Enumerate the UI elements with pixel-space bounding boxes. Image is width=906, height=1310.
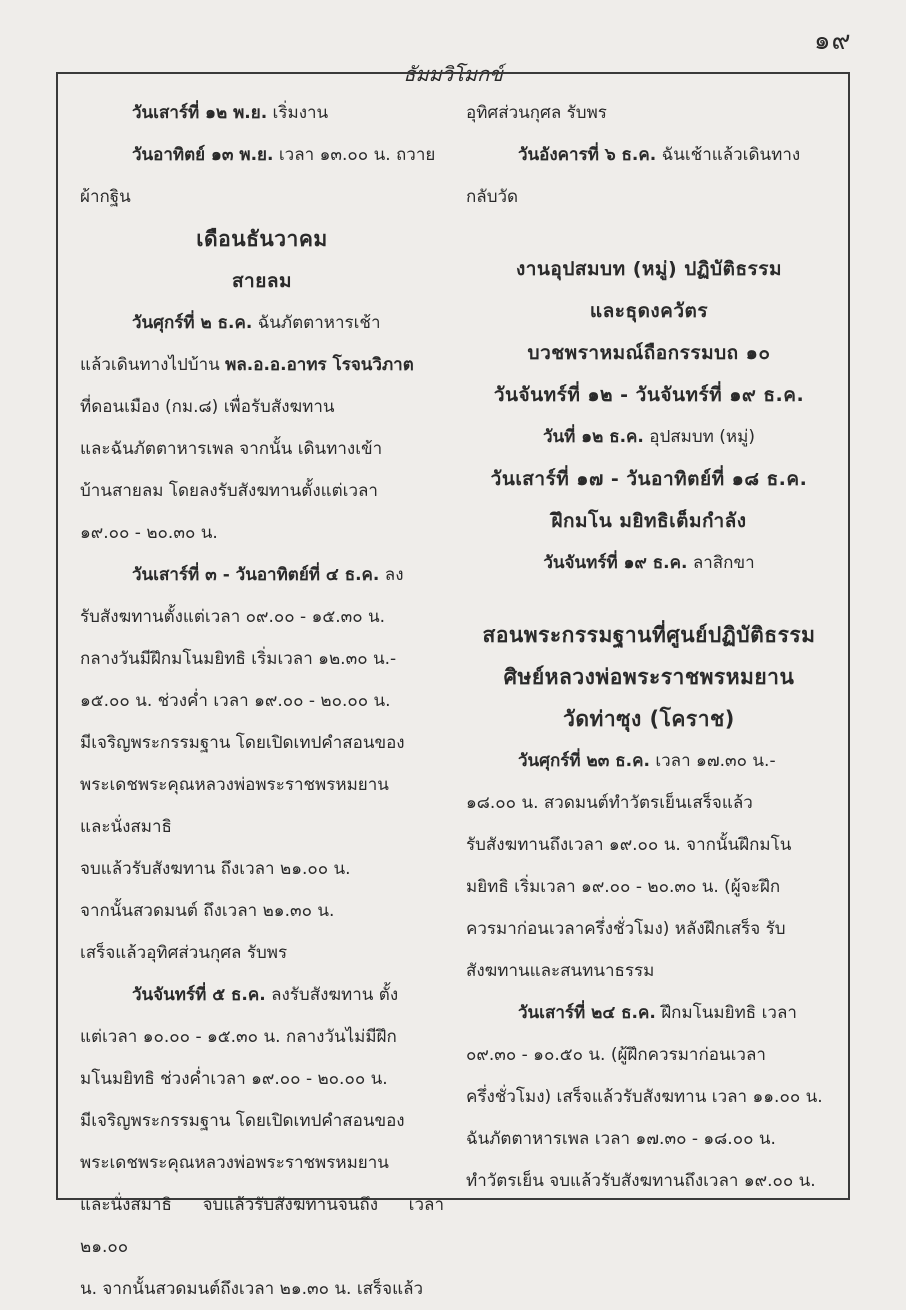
text-line: ฉันภัตตาหารเพล เวลา ๑๗.๓๐ - ๑๘.๐๐ น. bbox=[466, 1129, 776, 1149]
ordination-subheading: และธุดงควัตร bbox=[589, 300, 709, 322]
text-line: กลางวันมีฝึกมโนมยิทธิ เริ่มเวลา ๑๒.๓๐ น.- bbox=[80, 649, 397, 669]
meditation-heading: สอนพระกรรมฐานที่ศูนย์ปฏิบัติธรรม bbox=[482, 623, 816, 647]
month-heading: เดือนธันวาคม bbox=[196, 227, 328, 251]
text-line: และนั่งสมาธิ bbox=[80, 817, 172, 837]
paragraph-dec-24: วันเสาร์ที่ ๒๔ ธ.ค. ฝึกมโนมยิทธิ เวลา bbox=[518, 1003, 797, 1023]
text-line: บ้านสายลม โดยลงรับสังฆทานตั้งแต่เวลา bbox=[80, 481, 378, 501]
text-line: สังฆทานและสนทนาธรรม bbox=[466, 961, 655, 981]
text-line: ๑๘.๐๐ น. สวดมนต์ทำวัตรเย็นเสร็จแล้ว bbox=[466, 793, 753, 813]
text-line: อุทิศส่วนกุศล รับพร bbox=[466, 103, 607, 123]
spacer bbox=[466, 584, 832, 614]
paragraph-nov-12: วันเสาร์ที่ ๑๒ พ.ย. เริ่มงาน bbox=[132, 103, 329, 123]
page-number: ๑๙ bbox=[814, 26, 852, 56]
text-line: กลับวัด bbox=[466, 187, 519, 207]
text-line: พระเดชพระคุณหลวงพ่อพระราชพรหมยาน bbox=[80, 1153, 389, 1173]
paragraph-dec-19: วันจันทร์ที่ ๑๙ ธ.ค. ลาสิกขา bbox=[543, 553, 755, 573]
text-line: ๑๕.๐๐ น. ช่วงค่ำ เวลา ๑๙.๐๐ - ๒๐.๐๐ น. bbox=[80, 691, 391, 711]
text-line: มยิทธิ เริ่มเวลา ๑๙.๐๐ - ๒๐.๓๐ น. (ผู้จะฝึก bbox=[466, 877, 781, 897]
practice-dates: วันเสาร์ที่ ๑๗ - วันอาทิตย์ที่ ๑๘ ธ.ค. bbox=[490, 468, 808, 490]
practice-heading: ฝึกมโน มยิทธิเต็มกำลัง bbox=[551, 510, 747, 532]
text-line: น. จากนั้นสวดมนต์ถึงเวลา ๒๑.๓๐ น. เสร็จแล้ว bbox=[80, 1279, 424, 1299]
text-line: มีเจริญพระกรรมฐาน โดยเปิดเทปคำสอนของ bbox=[80, 733, 405, 753]
ordination-dates: วันจันทร์ที่ ๑๒ - วันจันทร์ที่ ๑๙ ธ.ค. bbox=[493, 384, 805, 406]
left-column bbox=[80, 92, 444, 1310]
text-line: และนั่งสมาธิ จบแล้วรับสังฆทานจนถึง เวลา ๒๑.๐๐ bbox=[80, 1195, 444, 1257]
text-line: แล้วเดินทางไปบ้าน พล.อ.อ.อาทร โรจนวิภาต bbox=[80, 355, 414, 375]
paragraph-dec-2: วันศุกร์ที่ ๒ ธ.ค. ฉันภัตตาหารเช้า bbox=[132, 313, 381, 333]
spacer bbox=[466, 218, 832, 248]
page-frame bbox=[56, 72, 850, 1299]
ordination-subheading: บวชพราหมณ์ถือกรรมบถ ๑๐ bbox=[527, 342, 771, 364]
text-line: จากนั้นสวดมนต์ ถึงเวลา ๒๑.๓๐ น. bbox=[80, 901, 335, 921]
meditation-subheading: ศิษย์หลวงพ่อพระราชพรหมยาน bbox=[503, 665, 795, 689]
paragraph-dec-12: วันที่ ๑๒ ธ.ค. อุปสมบท (หมู่) bbox=[543, 427, 755, 447]
text-line: ผ้ากฐิน bbox=[80, 187, 131, 207]
text-line: มโนมยิทธิ ช่วงค่ำเวลา ๑๙.๐๐ - ๒๐.๐๐ น. bbox=[80, 1069, 388, 1089]
text-line: ควรมาก่อนเวลาครึ่งชั่วโมง) หลังฝึกเสร็จ รับ bbox=[466, 919, 786, 939]
text-line: ทำวัตรเย็น จบแล้วรับสังฆทานถึงเวลา ๑๙.๐๐ น. bbox=[466, 1171, 816, 1191]
text-line: รับสังฆทานถึงเวลา ๑๙.๐๐ น. จากนั้นฝึกมโน bbox=[466, 835, 792, 855]
paragraph-dec-23: วันศุกร์ที่ ๒๓ ธ.ค. เวลา ๑๗.๓๐ น.- bbox=[518, 751, 776, 771]
text-line: แต่เวลา ๑๐.๐๐ - ๑๕.๓๐ น. กลางวันไม่มีฝึก bbox=[80, 1027, 397, 1047]
paragraph-dec-3-4: วันเสาร์ที่ ๓ - วันอาทิตย์ที่ ๔ ธ.ค. ลง bbox=[132, 565, 404, 585]
text-line: ครึ่งชั่วโมง) เสร็จแล้วรับสังฆทาน เวลา ๑๑.๐๐ น. bbox=[466, 1087, 823, 1107]
paragraph-dec-6: วันอังคารที่ ๖ ธ.ค. ฉันเช้าแล้วเดินทาง bbox=[518, 145, 801, 165]
place-heading: สายลม bbox=[231, 270, 293, 292]
text-line: ๐๙.๓๐ - ๑๐.๕๐ น. (ผู้ฝึกควรมาก่อนเวลา bbox=[466, 1045, 766, 1065]
text-line: จบแล้วรับสังฆทาน ถึงเวลา ๒๑.๐๐ น. bbox=[80, 859, 351, 879]
text-line: ๑๙.๐๐ - ๒๐.๓๐ น. bbox=[80, 523, 218, 543]
text-line: พระเดชพระคุณหลวงพ่อพระราชพรหมยาน bbox=[80, 775, 389, 795]
text-line: เสร็จแล้วอุทิศส่วนกุศล รับพร bbox=[80, 943, 288, 963]
running-header: ธัมมวิโมกข์ bbox=[403, 62, 503, 86]
text-line: ที่ดอนเมือง (กม.๘) เพื่อรับสังฆทาน bbox=[80, 397, 335, 417]
ordination-heading: งานอุปสมบท (หมู่) ปฏิบัติธรรม bbox=[515, 258, 782, 280]
paragraph-dec-5: วันจันทร์ที่ ๕ ธ.ค. ลงรับสังฆทาน ตั้ง bbox=[132, 985, 399, 1005]
text-line: มีเจริญพระกรรมฐาน โดยเปิดเทปคำสอนของ bbox=[80, 1111, 405, 1131]
temple-heading: วัดท่าซุง (โคราช) bbox=[563, 707, 735, 731]
paragraph-nov-13: วันอาทิตย์ ๑๓ พ.ย. เวลา ๑๓.๐๐ น. ถวาย bbox=[132, 145, 436, 165]
text-line: รับสังฆทานตั้งแต่เวลา ๐๙.๐๐ - ๑๕.๓๐ น. bbox=[80, 607, 386, 627]
text-line: และฉันภัตตาหารเพล จากนั้น เดินทางเข้า bbox=[80, 439, 383, 459]
right-column bbox=[466, 92, 832, 1202]
